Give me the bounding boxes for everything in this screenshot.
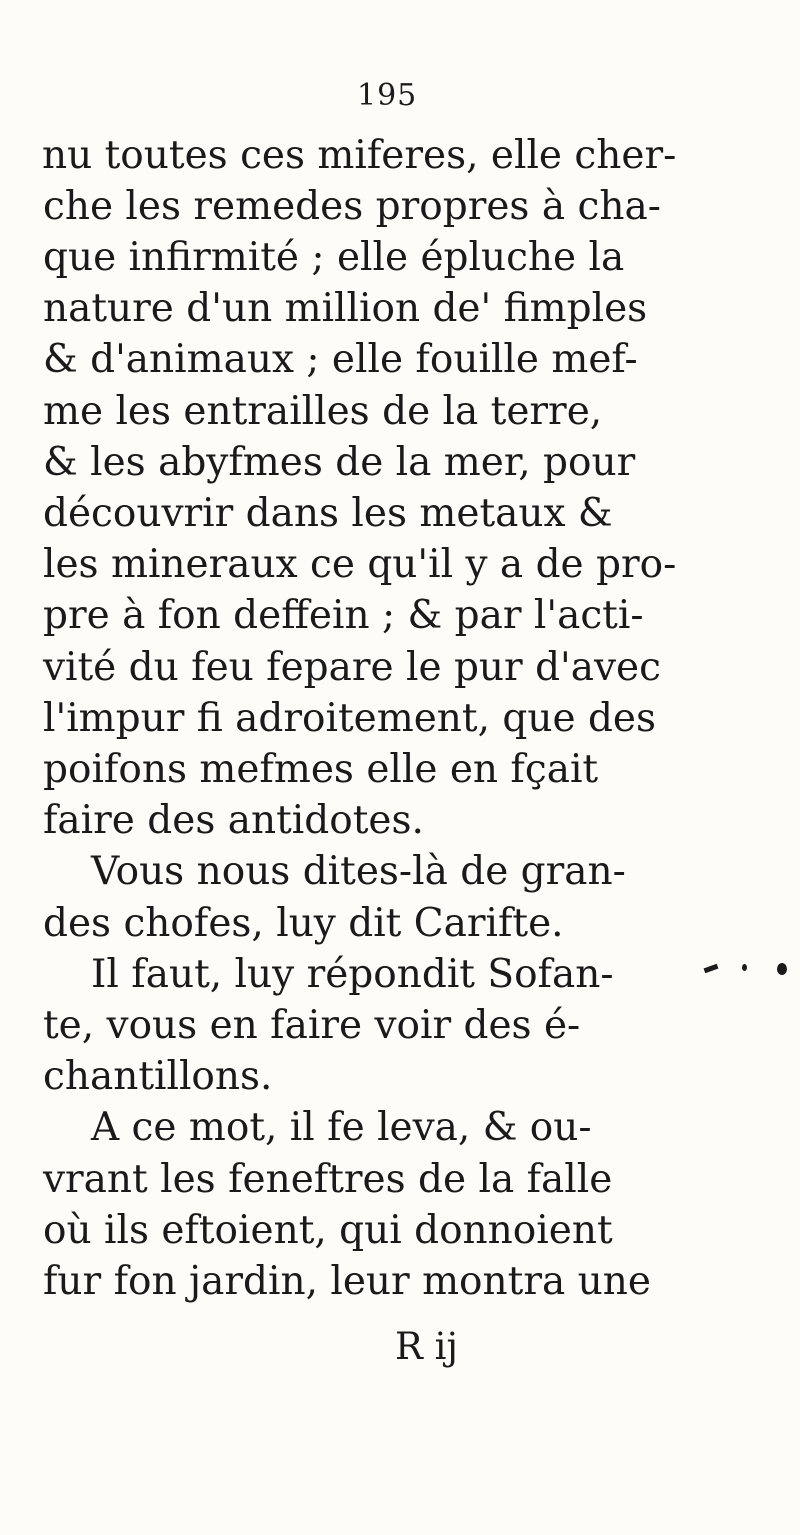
text-line: nature d'un million de' fimples — [43, 286, 648, 331]
ink-speck — [777, 963, 787, 975]
text-line: nu toutes ces miferes, elle cher- — [42, 133, 677, 178]
text-line: vité du feu fepare le pur d'avec — [43, 645, 661, 690]
text-line: te, vous en faire voir des é- — [43, 1003, 581, 1048]
ink-speck — [742, 964, 747, 971]
text-line: Il faut, luy répondit Sofan- — [91, 952, 614, 997]
text-line: A ce mot, il fe leva, & ou- — [91, 1105, 592, 1150]
text-line: & les abyfmes de la mer, pour — [43, 440, 636, 485]
text-line: & d'animaux ; elle fouille mef- — [43, 337, 638, 382]
text-line: pre à fon deffein ; & par l'acti- — [43, 593, 644, 638]
text-line: chantillons. — [43, 1054, 273, 1099]
text-line: che les remedes propres à cha- — [43, 184, 661, 229]
text-line: l'impur fi adroitement, que des — [43, 696, 657, 741]
text-line: poifons mefmes elle en fçait — [43, 747, 599, 792]
text-line: des chofes, luy dit Carifte. — [43, 901, 564, 946]
text-line: fur fon jardin, leur montra une — [43, 1259, 651, 1304]
text-line: vrant les feneftres de la falle — [43, 1157, 613, 1202]
text-line: faire des antidotes. — [43, 798, 424, 843]
text-line: où ils eftoient, qui donnoient — [43, 1208, 613, 1253]
text-line: Vous nous dites-là de gran- — [91, 849, 626, 894]
text-line: que infirmité ; elle épluche la — [43, 235, 625, 280]
text-line: me les entrailles de la terre, — [43, 389, 603, 434]
text-line: découvrir dans les metaux & — [43, 491, 613, 536]
ink-speck — [704, 964, 719, 973]
page-number: 195 — [357, 78, 418, 113]
signature-mark: R ij — [395, 1325, 458, 1368]
text-line: les mineraux ce qu'il y a de pro- — [43, 542, 677, 587]
